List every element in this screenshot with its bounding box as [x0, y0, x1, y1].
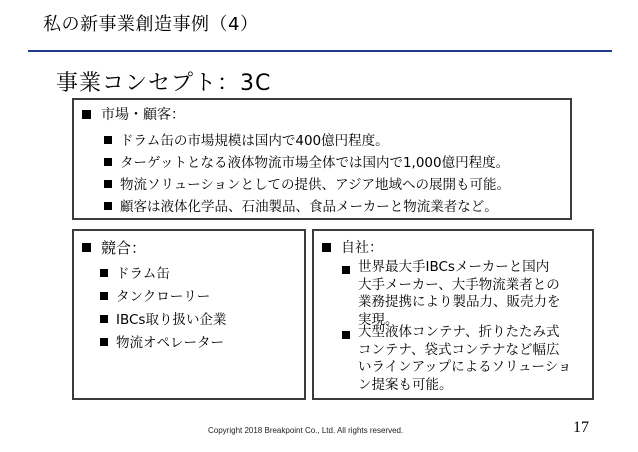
- market-item-text: ドラム缶の市場規模は国内で400億円程度。: [120, 133, 389, 149]
- market-box: [72, 98, 572, 220]
- market-heading: 市場・顧客：: [101, 107, 185, 123]
- self-heading: 自社：: [341, 240, 383, 256]
- self-item-line: 世界最大手IBCsメーカーと国内: [358, 259, 550, 275]
- page-number: 17: [573, 419, 589, 436]
- market-item: [104, 173, 510, 193]
- market-item: [104, 195, 498, 215]
- competitor-heading: 競合：: [101, 239, 147, 257]
- market-item-text: 顧客は液体化学品、石油製品、食品メーカーと物流業者など。: [120, 199, 498, 215]
- competitor-item: [100, 308, 226, 328]
- slide-title: 私の新事業創造事例（4）: [43, 14, 259, 35]
- competitor-item: [100, 331, 224, 351]
- self-item-line: 大手メーカー、大手物流業者との: [358, 276, 560, 293]
- bullet-square-icon: [342, 266, 350, 274]
- self-box: [312, 229, 594, 400]
- slide-header: [0, 0, 638, 44]
- competitor-item: [100, 262, 170, 282]
- bullet-square-icon: [322, 243, 331, 252]
- bullet-square-icon: [100, 315, 108, 323]
- competitor-item-text: ドラム缶: [116, 266, 170, 282]
- copyright-text: Copyright 2018 Breakpoint Co., Ltd. All rights reserved.: [208, 426, 404, 435]
- header-divider: [28, 50, 612, 52]
- self-item-line: 業務提携により製品力、販売力を: [358, 294, 561, 310]
- bullet-square-icon: [104, 158, 112, 166]
- self-item: [358, 324, 571, 394]
- competitor-box: [72, 229, 306, 400]
- self-item-line: コンテナ、袋式コンテナなど幅広: [358, 341, 560, 358]
- bullet-square-icon: [82, 110, 91, 119]
- market-item: [104, 151, 509, 171]
- bullet-square-icon: [104, 202, 112, 210]
- competitor-heading-row: [82, 237, 146, 258]
- market-item: [104, 129, 389, 149]
- self-item: [358, 259, 561, 329]
- market-heading-row: [82, 104, 185, 124]
- competitor-item-text: タンクローリー: [116, 289, 211, 305]
- bullet-square-icon: [100, 338, 108, 346]
- bullet-square-icon: [342, 331, 350, 339]
- self-item-line: ン提案も可能。: [358, 376, 453, 393]
- competitor-item-text: IBCs取り扱い企業: [116, 312, 227, 328]
- market-item-text: ターゲットとなる液体物流市場全体では国内で1,000億円程度。: [120, 155, 510, 171]
- bullet-square-icon: [104, 180, 112, 188]
- bullet-square-icon: [100, 269, 108, 277]
- bullet-square-icon: [104, 136, 112, 144]
- market-item-text: 物流ソリューションとしての提供、アジア地域への展開も可能。: [120, 177, 511, 193]
- self-item-line: 大型液体コンテナ、折りたたみ式: [358, 324, 560, 340]
- self-item-line: いラインアップによるソリューショ: [358, 359, 572, 375]
- bullet-square-icon: [100, 292, 108, 300]
- bullet-square-icon: [82, 243, 91, 252]
- concept-heading: 事業コンセプト：3C: [56, 71, 272, 96]
- competitor-item-text: 物流オペレーター: [116, 335, 224, 351]
- self-heading-row: [322, 237, 383, 257]
- competitor-item: [100, 285, 210, 305]
- self-item-line: 実現。: [358, 311, 399, 328]
